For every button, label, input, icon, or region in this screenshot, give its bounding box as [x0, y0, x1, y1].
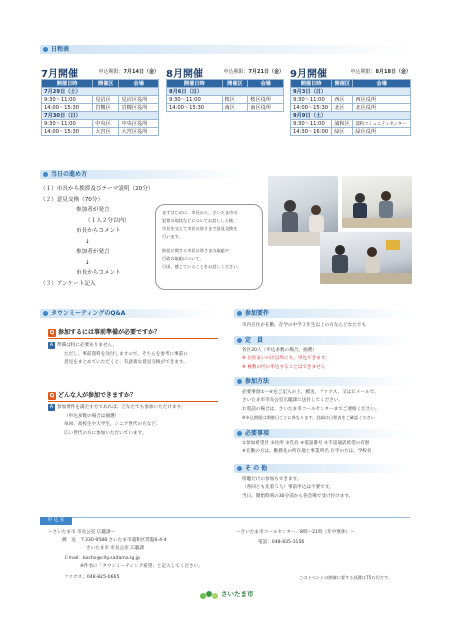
schedule-section-title: 日程表 — [51, 46, 70, 53]
speech-bubble: まずはじめに、市長から、さいたま市の 犯罪の現状などについてお話しした後、 市長を交えて市民の皆さまで意見交換を 行います。 防犯に関する市民の皆さまの取組や 行政の取組について、 日頃、感じていることをお話しください。 — [155, 204, 263, 290]
requirements-text: 市内在住か在勤、在学の中学３年生以上の方ならどなたでも — [242, 323, 367, 328]
city-logo-icon — [199, 588, 219, 600]
footer-phone[interactable]: 電話：048-835-3156 — [258, 540, 305, 545]
footer-postal: 郵 送 〒330-9588 さいたま市浦和区常盤6-4-4 — [62, 538, 167, 543]
month-july — [41, 66, 159, 136]
schedule-table: 開催日時 開催区 会場 8月6日（日） 9:30～11:00 桜区 桜区役所 14:00～15:30 南区 南区役所 — [166, 79, 284, 112]
footer-cost-note: このイベントの開催に要する経費は75万円です。 — [299, 575, 392, 580]
people-illustration — [342, 176, 412, 228]
down-arrow-icon: ↓ — [85, 238, 90, 245]
date-row: 8月6日（日） — [167, 88, 284, 96]
apply-method-text: 必要事項①～⑥をご記入の上、郵送、ファクス、又はＥメールで、 さいたま市市長公室広聴課に送付してください。 お電話の場合は、さいたま市コールセンターまでご連絡ください。 ※申込期限は開催日ごとに異なります。詳細は日程表をご確認ください — [242, 390, 380, 420]
other-header: そ の 他 — [234, 464, 410, 473]
flow-section-header — [40, 170, 240, 179]
answer-badge-icon: A — [49, 404, 54, 410]
flow-step-2: （２）意見交換（70分） — [40, 196, 104, 203]
question-2: Q どんな人が参加できますか？ — [49, 392, 137, 399]
bullet-icon — [237, 338, 242, 343]
answer-badge-icon: A — [49, 342, 54, 348]
bullet-icon — [237, 379, 242, 384]
flow-section-title: 当日の進め方 — [51, 171, 88, 178]
other-text: 傍聴だけの参加もできます。 （各回とも先着５人）事前申込は不要です。 当日、開始時刻の30分前から各会場で受け付けます。 — [242, 477, 354, 499]
schedule-table: 開催日時 開催区 会場 7月29日（土） 9:30～11:00 見沼区 見沼区役所 14:00～15:30 岩槻区 岩槻区役所 7月30日（日） 9:30～11:00 中央区 中央区役所 14:00～15:30 大宮区 大宮区役所 — [41, 79, 159, 136]
bullet-icon — [237, 311, 242, 316]
people-illustration — [320, 232, 412, 284]
deadline: 申込期限：8月18日（金） — [350, 69, 411, 75]
month-title: 9月開催 — [290, 69, 327, 80]
meeting-photo — [342, 176, 412, 228]
meeting-photo — [320, 232, 412, 284]
capacity-text: 各区20人（申込多数の場合、抽選） ※ お住まいの区以外にも、申込できます。 ※ 複数の区に申込することはできません — [242, 348, 330, 370]
qa-section-title: タウンミーティングのQ&A — [51, 310, 126, 317]
capacity-header: 定 員 — [234, 336, 410, 345]
date-row: 7月29日（土） — [42, 88, 159, 96]
schedule-table: 開催日時 開催区 会場 9月3日（日） 9:30～11:00 西区 西区役所 14:00～15:30 北区 北区役所 9月9日（土） 9:30～11:00 浦和区 浦和コミュニティセンター 14:30～16:00 緑区 緑区役所 — [290, 79, 411, 136]
month-title: 8月開催 — [166, 69, 203, 80]
deadline: 申込期限：7月14日（金） — [98, 69, 159, 75]
schedule-section-header — [40, 45, 410, 54]
divider — [48, 401, 218, 402]
city-logo-text: さいたま市 — [221, 590, 254, 598]
bullet-icon — [43, 311, 48, 316]
month-september — [290, 66, 411, 136]
answer-2: A 参加要件を満たす方であれば、どなたでも参加いただけます。 （申込多数の場合は抽選） 毎回、高校生や大学生、シニア世代の方など、 広い世代の方に参加いただいています。 — [49, 404, 186, 436]
date-row: 7月30日（日） — [42, 112, 159, 120]
footer-postal-2: さいたま市 市長公室 広聴課 — [86, 546, 145, 551]
footer-email[interactable]: Ｅmail：kocho@city.saitama.lg.jp — [64, 556, 141, 561]
question-badge-icon: Q — [49, 330, 55, 336]
question-badge-icon: Q — [49, 393, 55, 399]
bullet-icon — [43, 172, 48, 177]
bullet-icon — [43, 47, 48, 52]
date-row: 9月9日（土） — [291, 112, 411, 120]
footer-tag: 申 込 先 — [40, 517, 72, 525]
bullet-icon — [237, 431, 242, 436]
date-row: 9月3日（日） — [291, 88, 411, 96]
down-arrow-icon: ↓ — [85, 259, 90, 266]
required-items-header: 必要事項 — [234, 429, 410, 438]
flow-steps: （１）市長から挨拶及びテーマ説明（20分） （２）意見交換（70分） 参加者が発言 （１人２分以内） 市長からコメント ↓ 参加者が発言 ↓ 市長からコメント （３）アンケート記入 — [40, 184, 153, 289]
flow-step-1: （１）市長から挨拶及びテーマ説明（20分） — [40, 186, 154, 192]
flow-step-3: （３）アンケート記入 — [40, 280, 96, 287]
bullet-icon — [237, 466, 242, 471]
month-title: 7月開催 — [41, 69, 78, 80]
divider — [48, 338, 218, 339]
footer-call-center: ～さいたま市コールセンター／8時～21時（年中無休）～ — [236, 530, 355, 535]
footer-fax: ファクス：048-825-0665 — [64, 575, 120, 580]
footer-email-note: ※件名に「タウンミーティング希望」と記入してください。 — [80, 564, 203, 569]
footer-org: ～さいたま市 市長公室 広聴課～ — [48, 530, 116, 535]
month-august — [166, 66, 284, 112]
required-items-text: ①参加希望区 ②住所 ③氏名 ④電話番号 ⑤手話通訳希望の有無 ⑥在勤の方は、勤務先の所在地と事業所名 在学の方は、学校名 — [242, 441, 372, 455]
requirements-header: 参加要件 — [234, 309, 410, 318]
question-1: Q 参加するには事前準備が必要ですか？ — [49, 329, 161, 336]
apply-method-header: 参加方法 — [234, 377, 410, 386]
answer-1: A 準備は特に必要ありません。 ただし、事前資料を送付しますので、そちらを参考に事前に 意見をまとめていただくと、有意義な意見交換ができます。 — [49, 342, 188, 365]
deadline: 申込期限：7月21日（金） — [223, 69, 284, 75]
qa-section-header — [40, 309, 215, 318]
